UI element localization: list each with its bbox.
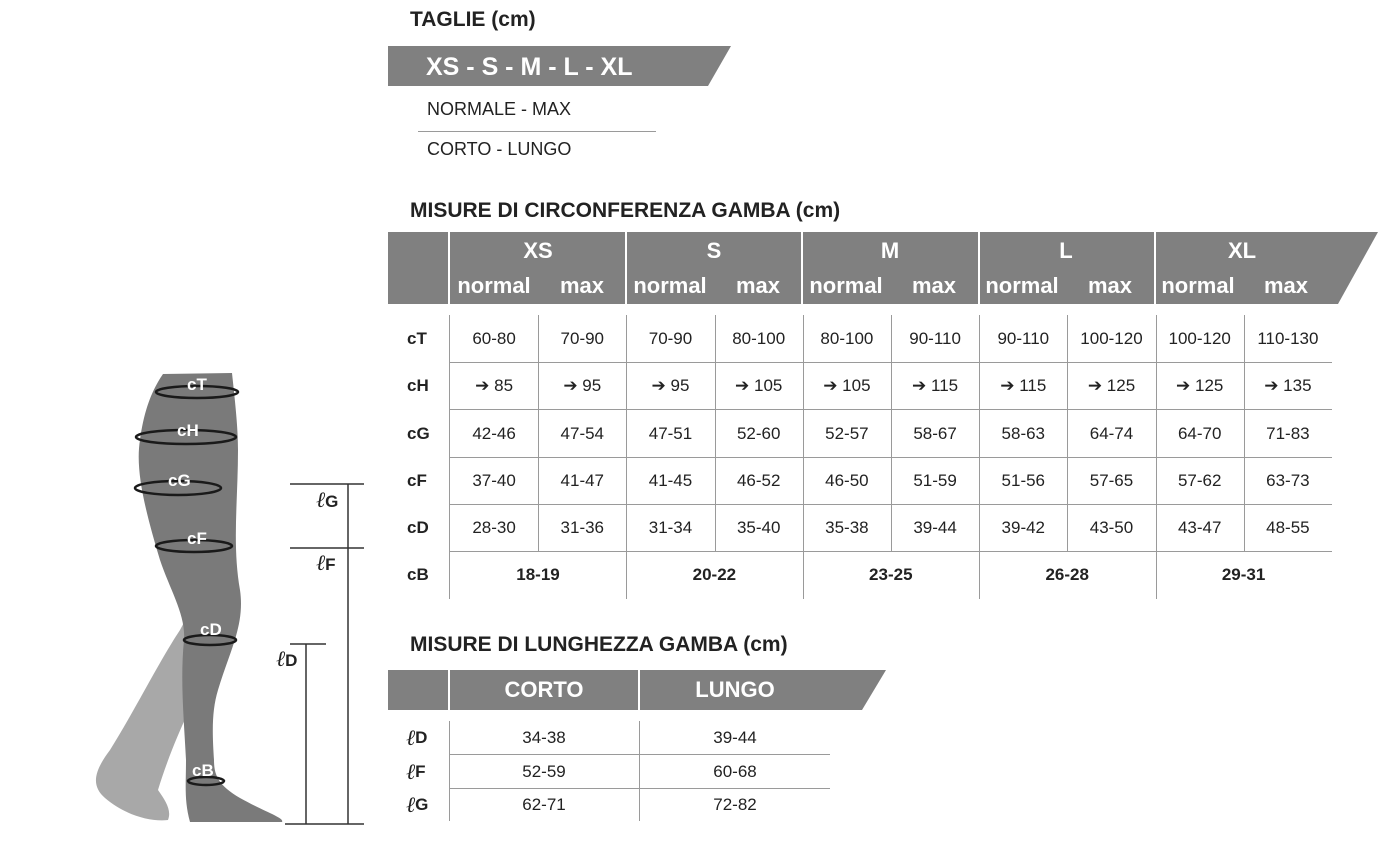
- length-row-label: [406, 721, 427, 754]
- table-cell: 47-51: [648, 423, 693, 443]
- table-cell: 46-52: [736, 470, 781, 490]
- subheader-max: max: [1087, 273, 1133, 298]
- length-row-label: [406, 755, 426, 788]
- table-cell: ➔ 85: [475, 375, 514, 395]
- length-letter: D: [415, 727, 428, 747]
- table-cell: 43-47: [1177, 517, 1222, 537]
- row-label-cb: cB: [407, 564, 429, 584]
- length-cell: 52-59: [522, 761, 566, 781]
- table-cell: 42-46: [472, 423, 516, 443]
- subheader-max: max: [911, 273, 957, 298]
- subheader-normal: normal: [1161, 273, 1235, 298]
- subheader-normal: normal: [809, 273, 883, 298]
- subheader-max: max: [735, 273, 781, 298]
- table-cell: 52-60: [736, 423, 781, 443]
- row-label-cf: cF: [407, 470, 427, 490]
- size-header-xl: XL: [1227, 238, 1257, 263]
- length-cell: 39-44: [713, 727, 757, 747]
- table-cell: 31-36: [560, 517, 605, 537]
- table-cell: 39-42: [1001, 517, 1046, 537]
- table-cell: 48-55: [1266, 517, 1310, 537]
- table-cell-merged: 26-28: [1045, 564, 1089, 584]
- table-cell: 57-62: [1177, 470, 1222, 490]
- length-col-lungo: LUNGO: [695, 677, 775, 702]
- length-letter: G: [415, 794, 429, 814]
- table-cell: 64-74: [1089, 423, 1134, 443]
- sizes-title: TAGLIE (cm): [410, 8, 536, 31]
- table-cell: 41-47: [560, 470, 605, 490]
- table-cell: 37-40: [472, 470, 516, 490]
- length-cell: 60-68: [713, 761, 757, 781]
- row-label-ch: cH: [407, 375, 429, 395]
- script-l-glyph: ℓ: [406, 792, 416, 818]
- subheader-normal: normal: [985, 273, 1059, 298]
- point-label-cg: cG: [168, 471, 191, 490]
- length-col-corto: CORTO: [504, 677, 584, 702]
- table-cell: 41-45: [648, 470, 693, 490]
- subheader-normal: normal: [633, 273, 707, 298]
- table-cell: 70-90: [560, 328, 605, 348]
- script-l-glyph: ℓ: [406, 725, 416, 751]
- table-cell-merged: 20-22: [692, 564, 737, 584]
- table-cell: ➔ 115: [912, 375, 959, 395]
- script-l-glyph: ℓ: [276, 647, 286, 672]
- script-l-glyph: ℓ: [316, 551, 326, 576]
- table-cell: 64-70: [1177, 423, 1222, 443]
- subheader-normal: normal: [457, 273, 531, 298]
- table-cell: ➔ 135: [1264, 375, 1312, 395]
- table-cell: ➔ 95: [651, 375, 690, 395]
- table-cell: 35-38: [825, 517, 869, 537]
- table-cell: 58-63: [1001, 423, 1046, 443]
- script-l-glyph: ℓ: [406, 759, 416, 785]
- table-cell: ➔ 105: [823, 375, 871, 395]
- table-cell: 90-110: [997, 328, 1050, 348]
- sizes-banner: XS - S - M - L - XL: [426, 52, 633, 81]
- table-cell-merged: 18-19: [516, 564, 560, 584]
- table-cell: 28-30: [472, 517, 516, 537]
- table-cell: ➔ 125: [1176, 375, 1224, 395]
- table-cell: 57-65: [1089, 470, 1134, 490]
- length-marker-d: [276, 646, 297, 672]
- table-cell: 63-73: [1266, 470, 1310, 490]
- table-cell: 52-57: [825, 423, 869, 443]
- row-label-cd: cD: [407, 517, 429, 537]
- size-header-m: M: [880, 238, 900, 263]
- length-marker-letter: F: [325, 555, 336, 574]
- length-cell: 72-82: [713, 794, 757, 814]
- table-cell: 60-80: [472, 328, 516, 348]
- table-cell: 80-100: [732, 328, 786, 348]
- size-header-s: S: [706, 238, 722, 263]
- size-option-normal-max: NORMALE - MAX: [427, 99, 572, 119]
- table-cell-merged: 29-31: [1221, 564, 1266, 584]
- size-header-l: L: [1059, 238, 1073, 263]
- row-label-ct: cT: [407, 328, 427, 348]
- length-cell: 62-71: [522, 794, 566, 814]
- leg-diagram: [80, 360, 380, 840]
- circumference-title: MISURE DI CIRCONFERENZA GAMBA (cm): [410, 199, 841, 222]
- point-label-cf: cF: [187, 529, 207, 548]
- length-marker-f: [316, 550, 336, 576]
- table-cell: 110-130: [1257, 328, 1319, 348]
- size-option-corto-lungo: CORTO - LUNGO: [427, 139, 572, 159]
- length-letter: F: [415, 761, 426, 781]
- table-cell: 35-40: [736, 517, 781, 537]
- table-cell: 70-90: [648, 328, 693, 348]
- table-cell: 100-120: [1168, 328, 1231, 348]
- table-cell: ➔ 95: [563, 375, 602, 395]
- table-cell: 100-120: [1080, 328, 1143, 348]
- subheader-max: max: [1263, 273, 1309, 298]
- table-cell: 71-83: [1266, 423, 1310, 443]
- table-cell: ➔ 125: [1087, 375, 1136, 395]
- table-cell: ➔ 105: [735, 375, 783, 395]
- table-cell: 80-100: [820, 328, 874, 348]
- length-row-label: [406, 788, 428, 821]
- table-cell: 46-50: [825, 470, 869, 490]
- length-marker-letter: D: [285, 651, 298, 670]
- table-cell: 51-59: [913, 470, 957, 490]
- length-title: MISURE DI LUNGHEZZA GAMBA (cm): [410, 633, 788, 656]
- point-label-cb: cB: [192, 761, 214, 780]
- subheader-max: max: [559, 273, 605, 298]
- length-cell: 34-38: [522, 727, 566, 747]
- table-cell: 58-67: [913, 423, 957, 443]
- size-header-xs: XS: [523, 238, 553, 263]
- script-l-glyph: ℓ: [316, 488, 326, 513]
- length-marker-g: [316, 487, 338, 513]
- table-cell: 47-54: [560, 423, 605, 443]
- table-cell: 31-34: [648, 517, 693, 537]
- table-cell: 39-44: [913, 517, 957, 537]
- point-label-ch: cH: [177, 421, 199, 440]
- table-cell-merged: 23-25: [869, 564, 913, 584]
- length-marker-letter: G: [325, 492, 339, 511]
- point-label-cd: cD: [200, 620, 222, 639]
- table-cell: 51-56: [1001, 470, 1046, 490]
- table-cell: 90-110: [909, 328, 961, 348]
- table-cell: ➔ 115: [1000, 375, 1047, 395]
- row-label-cg: cG: [407, 423, 430, 443]
- table-cell: 43-50: [1089, 517, 1134, 537]
- point-label-ct: cT: [187, 375, 207, 394]
